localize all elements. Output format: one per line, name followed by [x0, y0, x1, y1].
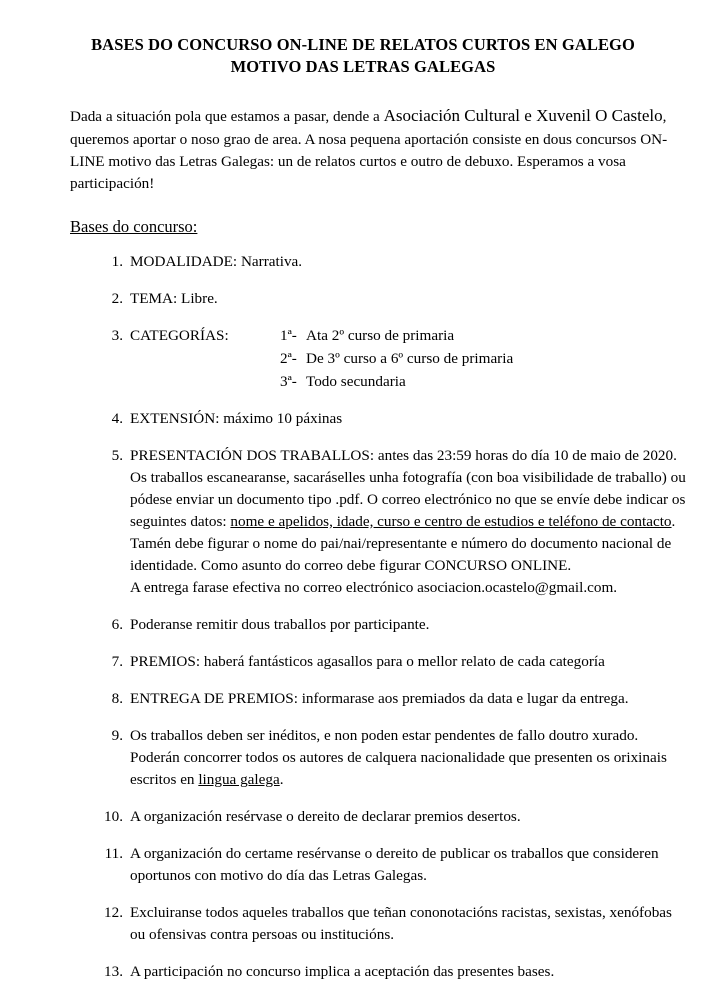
list-item [126, 288, 686, 310]
category-3-description: Todo secundaria [306, 372, 406, 390]
intro-text-part-1: Dada a situación pola que estamos a pasar, dende a [70, 107, 384, 125]
item-4-text: EXTENSIÓN: máximo 10 páxinas [130, 409, 343, 427]
item-5-email-line: A entrega farase efectiva no correo electrónico asociacion.ocastelo@gmail.com. [130, 578, 618, 596]
category-spacer [130, 348, 280, 370]
list-item [126, 688, 686, 710]
title-line-2: MOTIVO DAS LETRAS GALEGAS [230, 56, 496, 76]
item-5-required-data: nome e apelidos, idade, curso e centro de estudios e teléfono de contacto [230, 512, 672, 530]
item-6-text: Poderanse remitir dous traballos por participante. [130, 615, 430, 633]
page-title [40, 34, 686, 78]
list-item [126, 961, 686, 983]
intro-text-part-2: , queremos aportar o noso grao de area. A nosa pequena aportación consiste en dous concursos ON-LINE motivo das Letras Galegas: un de relatos curtos e outro de debuxo. Esperamos a vosa participación! [70, 107, 668, 193]
title-line-1: BASES DO CONCURSO ON-LINE DE RELATOS CURTOS EN GALEGO [91, 35, 635, 54]
item-3-label: CATEGORÍAS: [130, 326, 229, 344]
list-item [126, 651, 686, 673]
list-item [126, 843, 686, 887]
list-item [126, 445, 686, 599]
section-heading: Bases do concurso: [70, 216, 198, 236]
item-13-text: A participación no concurso implica a aceptación das presentes bases. [130, 963, 555, 981]
item-5-text-part-2: . Tamén debe figurar o nome do pai/nai/representante e número do documento nacional de identidade. Como asunto do correo debe figurar CONCURSO ONLINE. [130, 512, 676, 574]
list-item [126, 806, 686, 828]
category-2-description: De 3º curso a 6º curso de primaria [306, 349, 514, 367]
item-10-text: A organización resérvase o dereito de declarar premios desertos. [130, 808, 521, 826]
intro-paragraph [70, 104, 700, 196]
item-11-text: A organización do certame resérvanse o dereito de publicar os traballos que consideren oportunos con motivo do día das Letras Galegas. [130, 845, 659, 885]
category-2-number: 2ª- [280, 349, 297, 367]
category-3-number: 3ª- [280, 372, 297, 390]
list-item [126, 902, 686, 946]
item-5-paragraph [130, 445, 686, 577]
item-9-lingua-galega: lingua galega [198, 771, 280, 789]
item-8-text: ENTREGA DE PREMIOS: informarase aos premiados da data e lugar da entrega. [130, 690, 629, 708]
list-item [126, 614, 686, 636]
list-item [126, 251, 686, 273]
intro-organization-name: Asociación Cultural e Xuvenil O Castelo [383, 105, 663, 125]
item-12-text: Excluiranse todos aqueles traballos que teñan cononotacións racistas, sexistas, xenófobas ou ofensivas contra persoas ou institucións. [130, 904, 672, 944]
item-9-text-part-1: Os traballos deben ser inéditos, e non poden estar pendentes de fallo doutro xurado. Poderán concorrer todos os autores de calquera nacionalidade que presenten os orixinais escritos en [130, 727, 667, 789]
item-1-text: MODALIDADE: Narrativa. [130, 252, 303, 270]
category-spacer [130, 371, 280, 393]
item-9-text-part-2: . [279, 771, 284, 789]
item-2-text: TEMA: Libre. [130, 289, 218, 307]
category-1-number: 1ª- [280, 326, 297, 344]
item-5-text-part-1: PRESENTACIÓN DOS TRABALLOS: antes das 23:59 horas do día 10 de maio de 2020. Os traballos escanearanse, sacaráselles unha fotografía (con boa visibilidade de traballo) ou pódese enviar un documento tipo .pdf. O correo electrónico no que se envíe debe indicar os seguintes datos: [130, 446, 686, 530]
list-item [126, 408, 686, 430]
bases-list [40, 251, 686, 983]
category-1-description: Ata 2º curso de primaria [306, 326, 455, 344]
list-item [126, 325, 686, 393]
list-item [126, 725, 686, 791]
item-7-text: PREMIOS: haberá fantásticos agasallos para o mellor relato de cada categoría [130, 652, 605, 670]
